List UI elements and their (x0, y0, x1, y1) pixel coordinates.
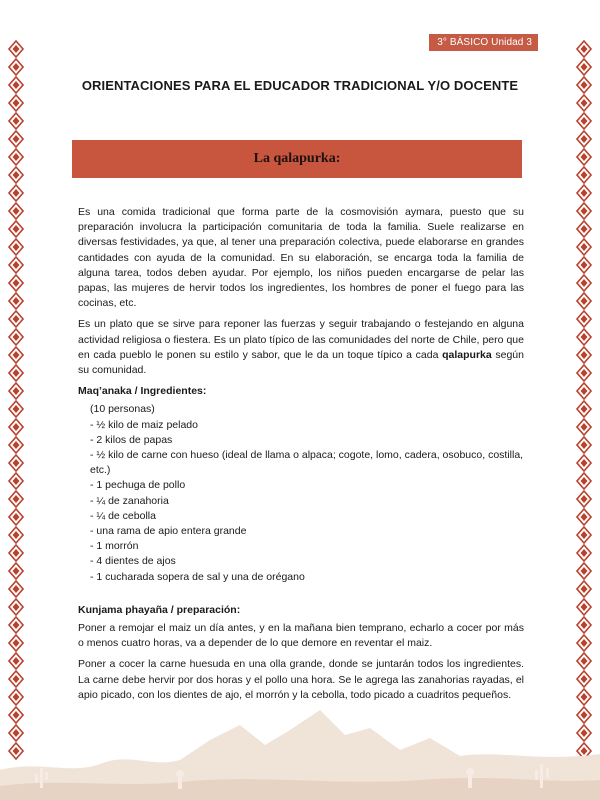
border-motif (576, 400, 592, 418)
border-motif (576, 256, 592, 274)
border-motif (576, 130, 592, 148)
border-motif (576, 598, 592, 616)
border-motif (576, 364, 592, 382)
border-motif (8, 256, 24, 274)
border-motif (576, 418, 592, 436)
border-motif (8, 490, 24, 508)
border-motif (8, 364, 24, 382)
border-motif (576, 634, 592, 652)
border-motif (576, 274, 592, 292)
border-motif (576, 202, 592, 220)
intro-p2-end: según su comunidad. (78, 348, 524, 377)
border-motif (576, 508, 592, 526)
section-title: La qalapurka: (253, 151, 341, 166)
border-motif (8, 166, 24, 184)
border-motif (576, 472, 592, 490)
border-motif (576, 238, 592, 256)
ingredients-heading: Maq’anaka / Ingredientes: (78, 385, 207, 398)
intro-p2-bold: qalapurka (442, 348, 492, 361)
border-motif (576, 526, 592, 544)
border-motif (576, 220, 592, 238)
list-item: - 4 dientes de ajos (90, 555, 176, 568)
border-motif (576, 490, 592, 508)
border-motif (576, 382, 592, 400)
border-motif (8, 346, 24, 364)
footer-landscape-illustration (0, 690, 600, 800)
border-motif (576, 652, 592, 670)
right-decorative-border (576, 40, 592, 770)
border-motif (576, 670, 592, 688)
border-motif (8, 616, 24, 634)
border-motif (8, 508, 24, 526)
border-motif (8, 400, 24, 418)
border-motif (8, 418, 24, 436)
border-motif (8, 130, 24, 148)
preparation-heading: Kunjama phayaña / preparación: (78, 603, 241, 616)
list-item: - ½ kilo de maiz pelado (90, 418, 198, 431)
intro-p2-text: Es un plato que se sirve para reponer las fuerzas y seguir trabajando o festejando en alguna actividad religiosa o fiestera. Es un plato típico de las comunidades del norte de Chile, pero que en cada pueblo le ponen su estilo y sabor, que le da un toque típico a cada (78, 318, 524, 361)
grade-unit-badge: 3° BÁSICO Unidad 3 (429, 34, 538, 51)
border-motif (8, 328, 24, 346)
list-item: - 1 cucharada sopera de sal y una de orégano (90, 570, 305, 583)
border-motif (8, 40, 24, 58)
border-motif (576, 184, 592, 202)
list-item: - 2 kilos de papas (90, 433, 173, 446)
left-decorative-border (8, 40, 24, 770)
border-motif (8, 382, 24, 400)
border-motif (576, 436, 592, 454)
main-content (78, 205, 524, 709)
section-title-banner (72, 140, 522, 178)
border-motif (8, 526, 24, 544)
border-motif (576, 40, 592, 58)
border-motif (8, 184, 24, 202)
preparation-paragraph-2: Poner a cocer la carne huesuda en una olla grande, donde se juntarán todos los ingredientes. La carne debe hervir por dos horas y el pollo una hora. Se le agrega las zanahorias rayadas, el apio picado, con los dientes de ajo, el morrón y la cebolla, todo picado a cuadritos pequeños. (78, 658, 524, 701)
border-motif (8, 220, 24, 238)
border-motif (576, 616, 592, 634)
border-motif (8, 454, 24, 472)
border-motif (8, 544, 24, 562)
border-motif (576, 310, 592, 328)
border-motif (576, 166, 592, 184)
border-motif (576, 292, 592, 310)
border-motif (576, 346, 592, 364)
page-title: ORIENTACIONES PARA EL EDUCADOR TRADICIONAL Y/O DOCENTE (81, 78, 519, 93)
border-motif (576, 58, 592, 76)
border-motif (8, 310, 24, 328)
border-motif (576, 544, 592, 562)
list-item: - 1 morrón (90, 540, 139, 553)
border-motif (8, 652, 24, 670)
border-motif (8, 202, 24, 220)
border-motif (8, 472, 24, 490)
border-motif (576, 562, 592, 580)
border-motif (576, 454, 592, 472)
border-motif (8, 580, 24, 598)
border-motif (8, 292, 24, 310)
list-item: - ¼ de cebolla (90, 509, 156, 522)
border-motif (576, 112, 592, 130)
border-motif (8, 94, 24, 112)
border-motif (8, 634, 24, 652)
preparation-paragraph-1: Poner a remojar el maiz un día antes, y en la mañana bien temprano, echarlo a cocer por más o menos cuatro horas, va a depender de lo que demore en reventar el maiz. (78, 622, 524, 650)
border-motif (8, 598, 24, 616)
intro-paragraph-2 (78, 317, 524, 378)
border-motif (576, 328, 592, 346)
border-motif (8, 436, 24, 454)
border-motif (576, 580, 592, 598)
border-motif (8, 670, 24, 688)
list-item: - 1 pechuga de pollo (90, 479, 186, 492)
border-motif (8, 148, 24, 166)
list-item: - ½ kilo de carne con hueso (ideal de llama o alpaca; cogote, lomo, cadera, osobuco, costilla, etc.) (90, 449, 524, 477)
list-item: (10 personas) (90, 403, 155, 416)
intro-paragraph-1: Es una comida tradicional que forma parte de la cosmovisión aymara, puesto que su preparación involucra la participación comunitaria de toda la familia. Suele realizarse en diversas festividades, ya que, al tener una preparación colectiva, puede elaborarse en grandes cantidades con ayuda de la comunidad. En su elaboración, se encarga toda la familia de alguna tarea, todos deben ayudar. Por ejemplo, los niños pueden encargarse de pelar las papas, las mujeres de hervir todos los ingredientes, los hombres de poner el fuego para las cocinas, etc. (78, 206, 524, 310)
border-motif (576, 148, 592, 166)
border-motif (8, 58, 24, 76)
border-motif (8, 238, 24, 256)
border-motif (8, 562, 24, 580)
border-motif (8, 112, 24, 130)
list-item: - ¼ de zanahoria (90, 494, 169, 507)
border-motif (576, 94, 592, 112)
ingredients-list (90, 402, 524, 584)
border-motif (8, 274, 24, 292)
list-item: - una rama de apio entera grande (90, 525, 247, 538)
